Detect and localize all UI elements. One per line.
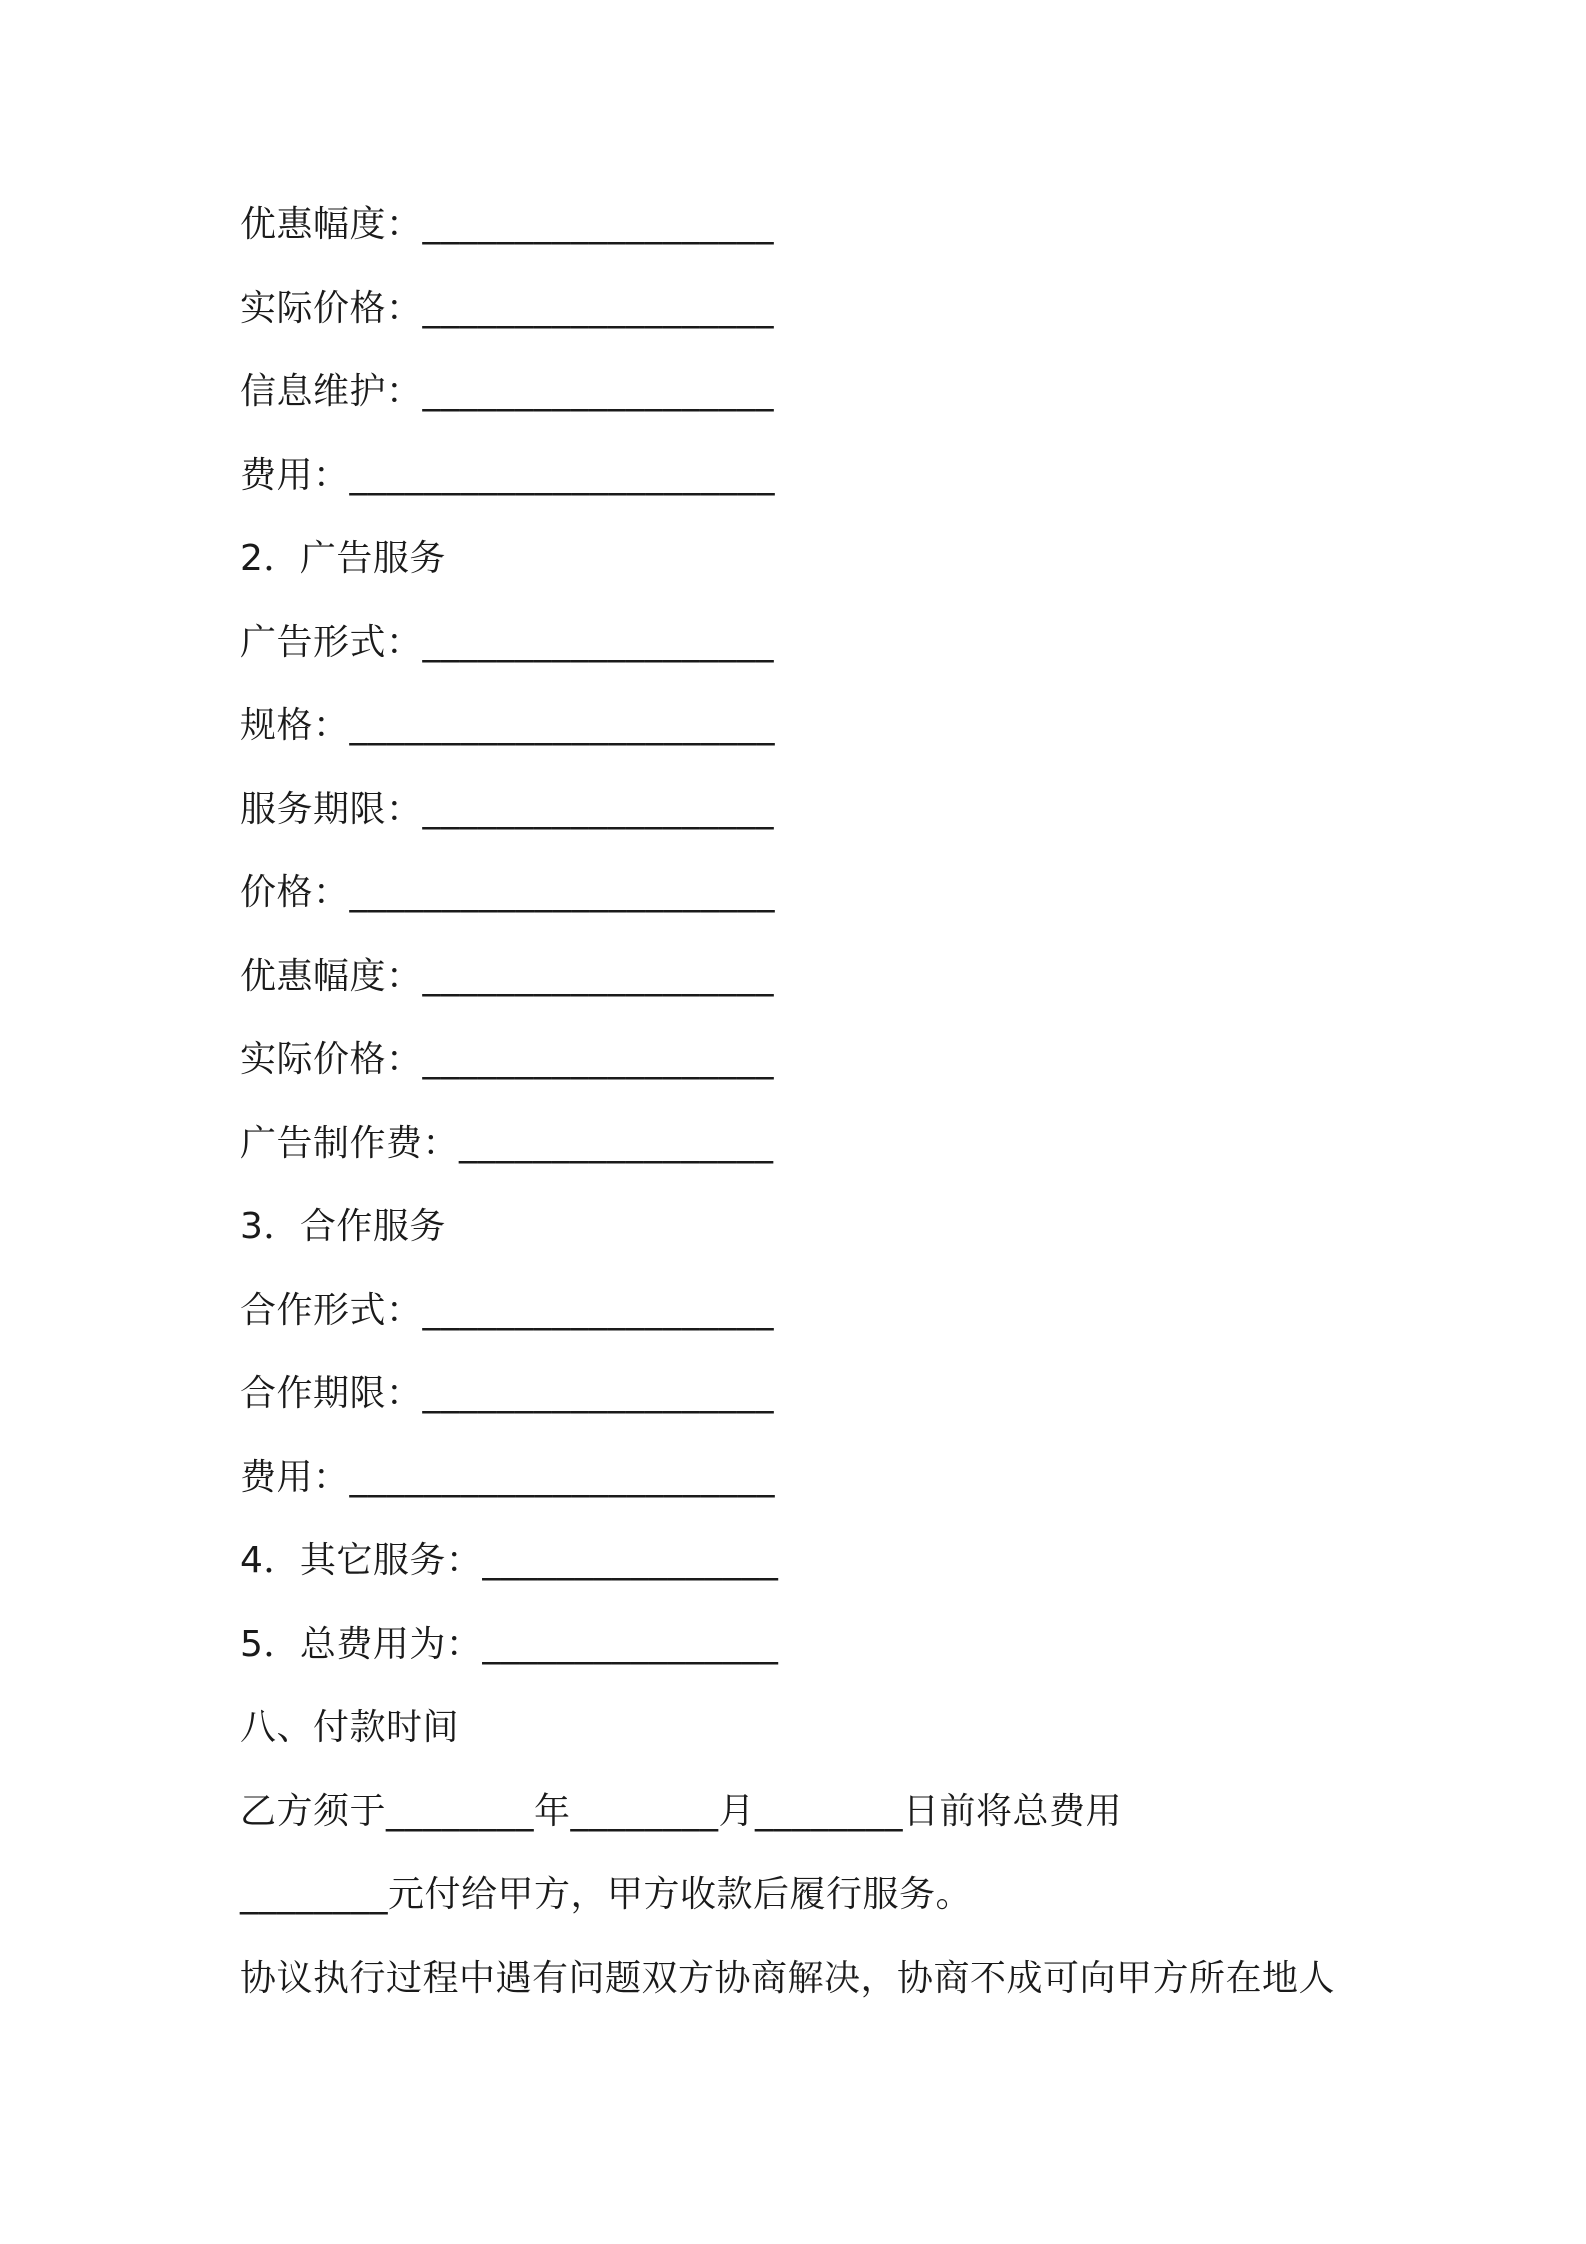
ad-production-fee-field: 广告制作费：_________________	[240, 1122, 774, 1164]
ad-actual-price-field: 实际价格：___________________	[240, 1039, 775, 1080]
total-fee-field: 5．总费用为：________________	[240, 1623, 779, 1665]
document-body	[240, 200, 1420, 2037]
section-heading-ad-service: 2．广告服务	[240, 538, 446, 579]
spec-field: 规格：_______________________	[240, 705, 776, 746]
section-heading-payment-time: 八、付款时间	[240, 1707, 460, 1748]
section-heading-cooperation: 3．合作服务	[240, 1206, 446, 1247]
actual-price-field: 实际价格：___________________	[240, 287, 775, 329]
cooperation-format-field: 合作形式：___________________	[240, 1289, 775, 1331]
payment-date-line: 乙方须于________年________月________日前将总费用	[240, 1790, 1123, 1832]
cooperation-fee-field: 费用：_______________________	[240, 1456, 776, 1498]
info-maintenance-field: 信息维护：___________________	[240, 371, 775, 412]
ad-discount-field: 优惠幅度：___________________	[240, 955, 775, 997]
fee-field: 费用：_______________________	[240, 454, 776, 496]
other-services-field: 4．其它服务：________________	[240, 1540, 779, 1581]
cooperation-term-field: 合作期限：___________________	[240, 1373, 775, 1414]
ad-format-field: 广告形式：___________________	[240, 621, 775, 663]
discount-field: 优惠幅度：___________________	[240, 204, 775, 245]
price-field: 价格：_______________________	[240, 872, 776, 913]
payment-amount-line: ________元付给甲方，甲方收款后履行服务。	[240, 1874, 973, 1915]
dispute-clause-line: 协议执行过程中遇有问题双方协商解决，协商不成可向甲方所在地人	[240, 1957, 1336, 1999]
service-term-field: 服务期限：___________________	[240, 788, 775, 830]
